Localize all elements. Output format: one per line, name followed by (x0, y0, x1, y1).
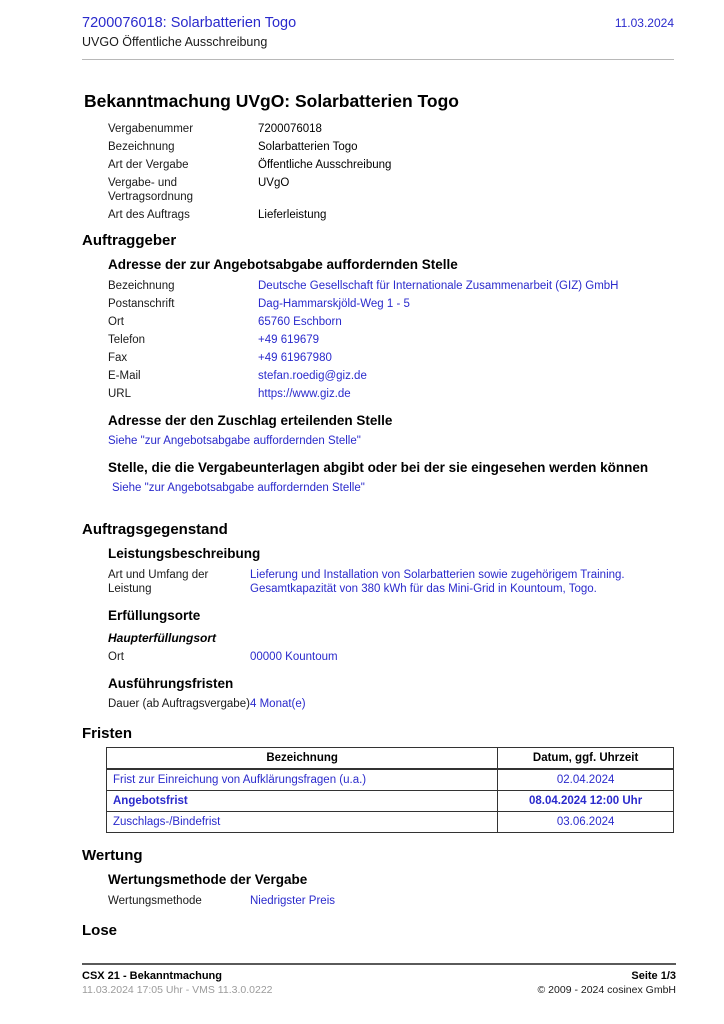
footer-generated-timestamp: 11.03.2024 17:05 Uhr - VMS 11.3.0.0222 (82, 984, 273, 996)
leistung-row (108, 568, 674, 596)
subsection-heading-vergabeunterlagen-stelle: Stelle, die die Vergabeunterlagen abgibt oder bei der sie eingesehen werden können (108, 460, 649, 475)
wertungsmethode-value: Niedrigster Preis (250, 895, 335, 907)
address-block (108, 279, 674, 401)
leistung-value: Lieferung und Installation von Solarbatterien sowie zugehörigem Training. Gesamtkapazität von 380 kWh für das Mini-Grid in Kountoum, Togo. (250, 569, 625, 595)
subsection-heading-angebotsabgabe-stelle: Adresse der zur Angebotsabgabe auffordernden Stelle (108, 257, 458, 272)
footer-doc-type: CSX 21 - Bekanntmachung (82, 970, 222, 982)
address-label: Ort (108, 316, 124, 328)
meta-label: Vergabe- und Vertragsordnung (108, 177, 194, 203)
fristen-col-datum: Datum, ggf. Uhrzeit (498, 748, 674, 770)
address-label: Telefon (108, 334, 146, 346)
subsection-heading-erfuellungsorte: Erfüllungsorte (108, 608, 201, 623)
doc-subtitle: UVGO Öffentliche Ausschreibung (82, 35, 268, 49)
table-row-angebotsfrist (107, 791, 674, 812)
footer-left (82, 969, 273, 997)
frist-date: 08.04.2024 12:00 Uhr (498, 791, 674, 812)
meta-label: Vergabenummer (108, 123, 194, 135)
ort-label: Ort (108, 651, 124, 663)
zuschlag-reference: Siehe "zur Angebotsabgabe auffordernden Stelle" (108, 435, 361, 447)
doc-title-link[interactable]: 7200076018: Solarbatterien Togo (82, 15, 297, 31)
vergabeunterlagen-reference: Siehe "zur Angebotsabgabe auffordernden Stelle" (112, 482, 365, 494)
address-row (108, 387, 674, 401)
email-link[interactable]: stefan.roedig@giz.de (258, 370, 367, 382)
subsub-heading-haupterfuellungsort: Haupterfüllungsort (108, 631, 216, 645)
wertungsmethode-row (108, 894, 674, 908)
address-row (108, 279, 674, 293)
address-row (108, 351, 674, 365)
meta-block (108, 122, 674, 222)
address-label: Fax (108, 352, 128, 364)
meta-value: 7200076018 (258, 123, 322, 135)
meta-row (108, 176, 674, 204)
section-heading-lose: Lose (82, 922, 118, 939)
doc-date: 11.03.2024 (614, 16, 674, 30)
section-heading-wertung: Wertung (82, 847, 143, 864)
section-heading-fristen: Fristen (82, 725, 133, 742)
address-value-bezeichnung: Deutsche Gesellschaft für Internationale Zusammenarbeit (GIZ) GmbH (258, 280, 619, 292)
doc-header (82, 14, 674, 50)
address-row (108, 297, 674, 311)
section-heading-auftragsgegenstand: Auftragsgegenstand (82, 521, 228, 538)
page-footer (82, 963, 676, 997)
address-label: Bezeichnung (108, 280, 175, 292)
wertungsmethode-label: Wertungsmethode (108, 895, 202, 907)
meta-label: Art der Vergabe (108, 159, 189, 171)
ort-block (108, 650, 674, 664)
page-title: Bekanntmachung UVgO: Solarbatterien Togo (84, 91, 459, 111)
ort-value: 00000 Kountoum (250, 651, 338, 663)
address-row (108, 369, 674, 383)
meta-value: Lieferleistung (258, 209, 327, 221)
meta-label: Bezeichnung (108, 141, 175, 153)
dauer-row (108, 697, 674, 711)
doc-header-left (82, 14, 296, 50)
frist-name: Angebotsfrist (107, 791, 498, 812)
table-row (107, 812, 674, 833)
address-row (108, 315, 674, 329)
table-row (107, 769, 674, 791)
ort-row (108, 650, 674, 664)
meta-row (108, 140, 674, 154)
meta-value: Öffentliche Ausschreibung (258, 159, 392, 171)
leistung-block (108, 568, 674, 596)
subsection-heading-leistungsbeschreibung: Leistungsbeschreibung (108, 546, 261, 561)
meta-row (108, 122, 674, 136)
address-value-ort: 65760 Eschborn (258, 316, 342, 328)
fristen-col-bezeichnung: Bezeichnung (107, 748, 498, 770)
frist-date: 02.04.2024 (498, 769, 674, 791)
frist-date: 03.06.2024 (498, 812, 674, 833)
meta-label: Art des Auftrags (108, 209, 190, 221)
section-heading-auftraggeber: Auftraggeber (82, 232, 177, 249)
meta-row (108, 208, 674, 222)
dauer-label: Dauer (ab Auftragsvergabe) (108, 698, 250, 710)
footer-right (538, 969, 676, 997)
frist-name: Frist zur Einreichung von Aufklärungsfragen (u.a.) (107, 769, 498, 791)
wertungsmethode-block (108, 894, 674, 908)
meta-value: UVgO (258, 177, 290, 189)
address-row (108, 333, 674, 347)
footer-copyright: © 2009 - 2024 cosinex GmbH (537, 984, 676, 996)
url-link[interactable]: https://www.giz.de (258, 388, 351, 400)
address-value-postanschrift: Dag-Hammarskjöld-Weg 1 - 5 (258, 298, 410, 310)
address-label: Postanschrift (108, 298, 175, 310)
subsection-heading-zuschlag-stelle: Adresse der den Zuschlag erteilenden Stelle (108, 413, 393, 428)
dauer-block (108, 697, 674, 711)
subsection-heading-ausfuehrungsfristen: Ausführungsfristen (108, 676, 234, 691)
fristen-table-header-row (107, 748, 674, 770)
meta-row (108, 158, 674, 172)
subsection-heading-wertungsmethode: Wertungsmethode der Vergabe (108, 872, 308, 887)
frist-name: Zuschlags-/Bindefrist (107, 812, 498, 833)
dauer-value: 4 Monat(e) (250, 698, 306, 710)
address-value-fax: +49 61967980 (258, 352, 332, 364)
fristen-table (106, 747, 674, 833)
meta-value: Solarbatterien Togo (258, 141, 358, 153)
header-divider (82, 59, 674, 60)
leistung-label: Art und Umfang der Leistung (108, 569, 209, 595)
address-label: URL (108, 388, 132, 400)
footer-page-number: Seite 1/3 (631, 970, 676, 982)
address-label: E-Mail (108, 370, 141, 382)
address-value-telefon: +49 619679 (258, 334, 320, 346)
